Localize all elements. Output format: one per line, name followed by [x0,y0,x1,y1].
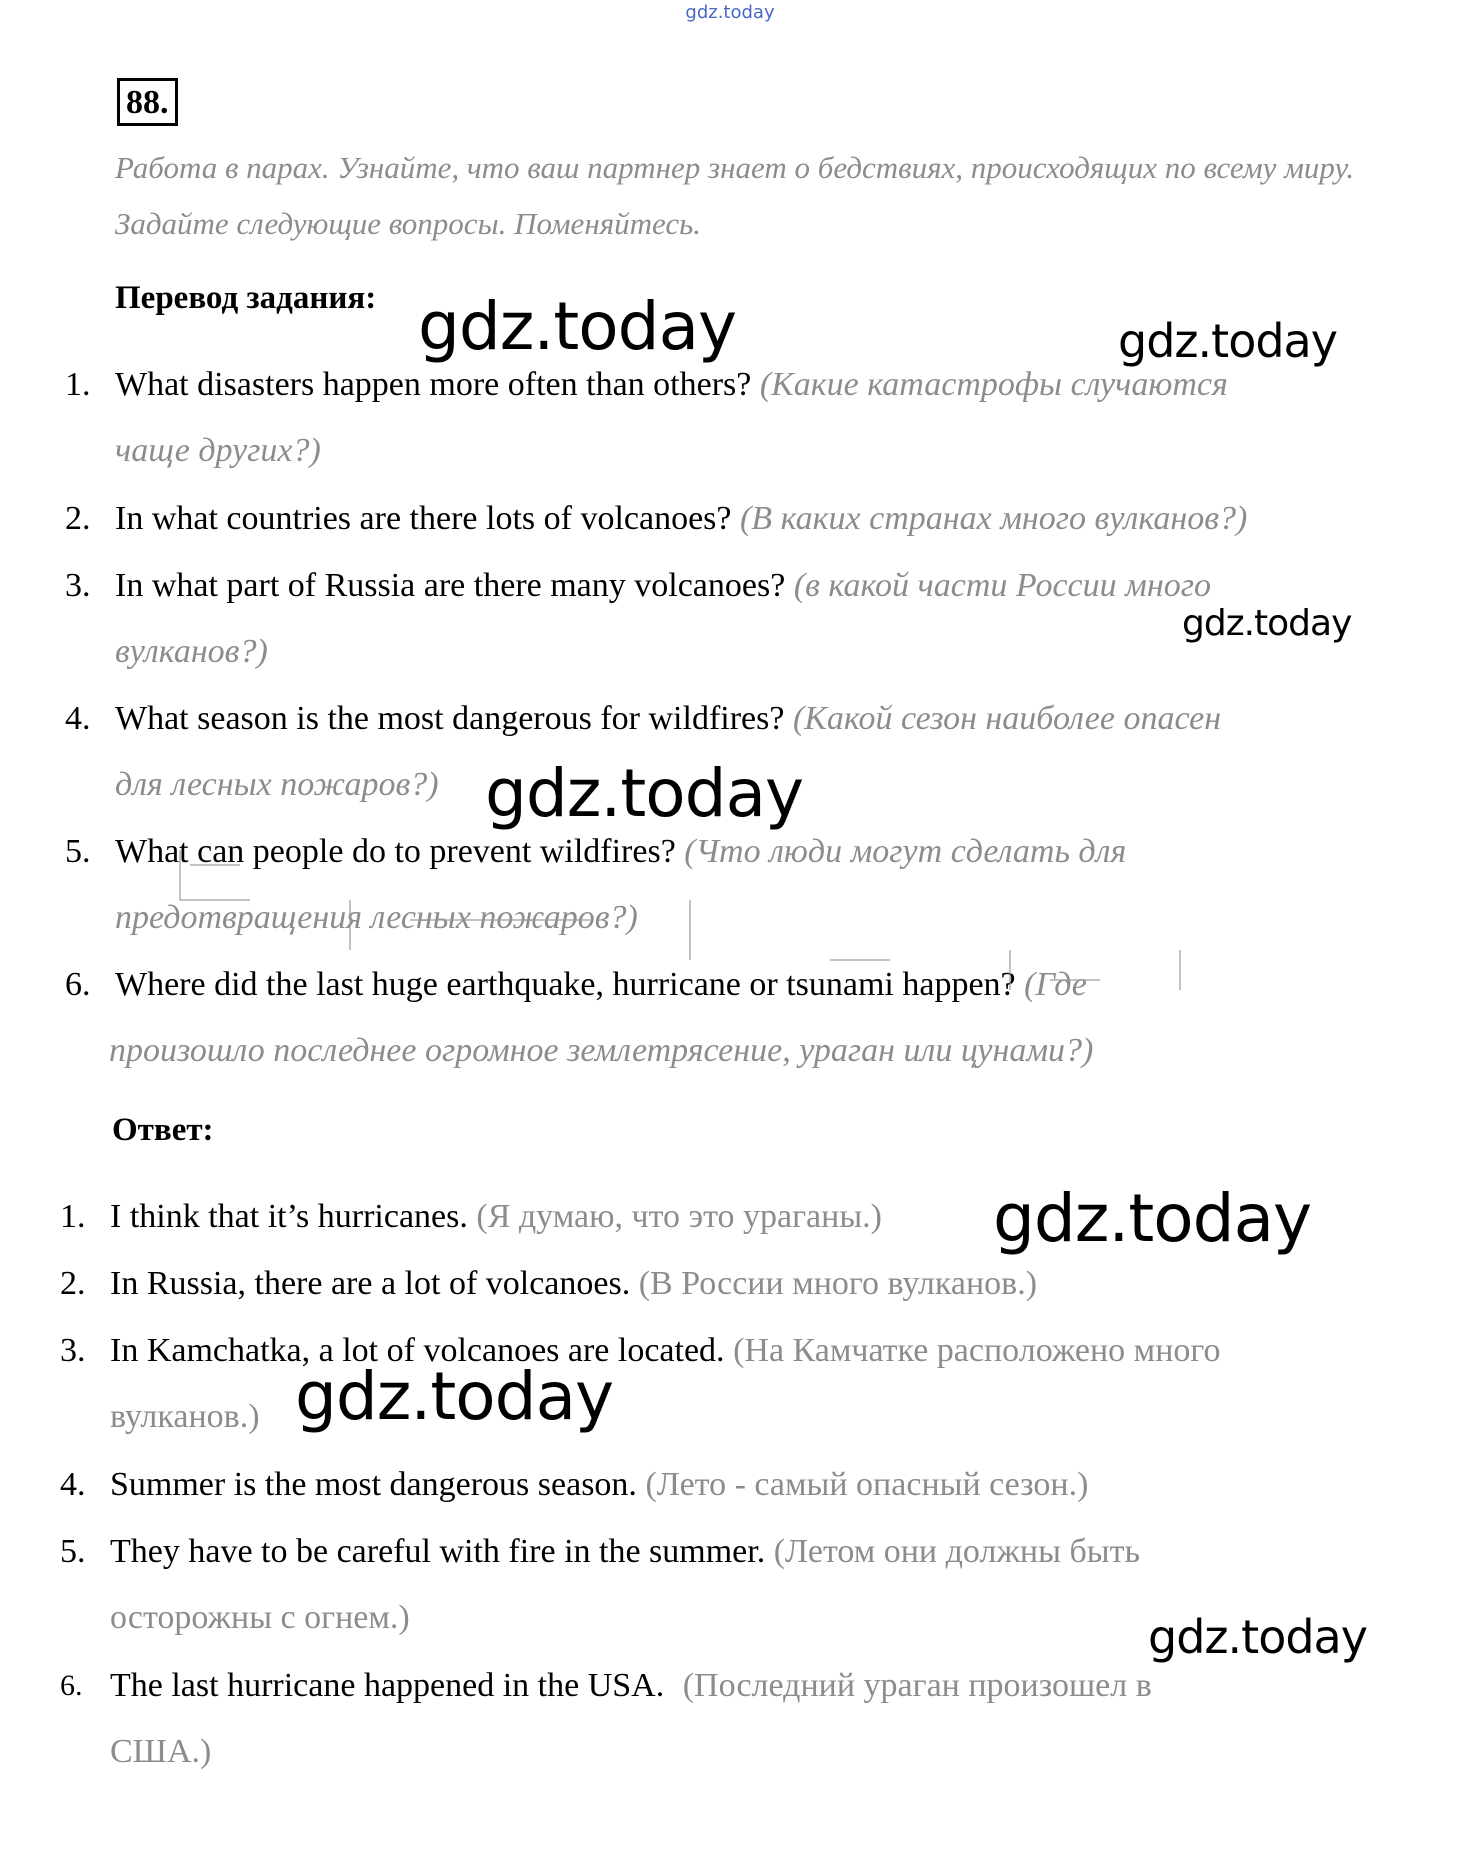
question-translation-cont: чаще других?) [115,432,321,469]
watermark: gdz.today [485,755,804,832]
answer-translation: (На Камчатке расположено много [733,1332,1221,1369]
question-text: In what part of Russia are there many volcanoes? [115,567,786,604]
answer-number: 4. [60,1466,86,1503]
question-number: 3. [65,567,91,604]
question-number: 6. [65,966,91,1003]
answer-translation: (Последний ураган произошел в [682,1667,1152,1704]
task-number: 88. [117,78,178,126]
question-translation: (в какой части России много [793,567,1211,604]
answer-number: 6. [60,1669,83,1702]
question-translation-cont: вулканов?) [115,633,268,670]
question-translation: (В каких странах много вулканов?) [739,500,1248,537]
answer-text: In Russia, there are a lot of volcanoes. [110,1265,631,1302]
watermark: gdz.today [418,288,737,365]
question-number: 2. [65,500,91,537]
question-translation-cont: для лесных пожаров?) [115,766,439,803]
answer-number: 1. [60,1198,86,1235]
watermark: gdz.today [295,1358,614,1435]
question-number: 4. [65,700,91,737]
question-number: 5. [65,833,91,870]
question-text: What season is the most dangerous for wildfires? [115,700,785,737]
answer-text: I think that it’s hurricanes. [110,1198,468,1235]
question-text: What can people do to prevent wildfires? [115,833,676,870]
answer-text: The last hurricane happened in the USA. [110,1667,665,1704]
task-instruction: Работа в парах. Узнайте, что ваш партнер знает о бедствиях, происходящих по всему миру. Задайте следующие вопросы. Поменяйтесь. [115,150,1355,241]
answer-item [60,1452,1440,1518]
question-text: What disasters happen more often than others? [115,366,752,403]
answer-number: 5. [60,1533,86,1570]
answer-item [60,1653,1440,1785]
question-number: 1. [65,366,91,403]
question-translation-cont: произошло последнее огромное землетрясение, ураган или цунами?) [109,1032,1094,1069]
answer-text: In Kamchatka, a lot of volcanoes are located. [110,1332,725,1369]
watermark: gdz.today [1148,1610,1367,1664]
answer-number: 3. [60,1332,86,1369]
question-item [65,486,1445,552]
question-translation: (Какой сезон наиболее опасен [792,700,1222,737]
answer-translation: (Лето - самый опасный сезон.) [645,1466,1089,1503]
translation-heading: Перевод задания: [115,280,377,316]
top-watermark: gdz.today [685,2,775,23]
watermark: gdz.today [1182,603,1352,644]
answer-translation: (В России много вулканов.) [638,1265,1038,1302]
answer-translation: (Я думаю, что это ураганы.) [476,1198,883,1235]
answer-text: They have to be careful with fire in the summer. [110,1533,766,1570]
question-translation-cont: предотвращения лесных пожаров?) [115,899,638,936]
question-translation: (Где [1024,966,1087,1003]
question-text: In what countries are there lots of volcanoes? [115,500,732,537]
question-text: Where did the last huge earthquake, hurricane or tsunami happen? [115,966,1016,1003]
answer-translation-cont: вулканов.) [110,1398,260,1435]
answer-item [60,1318,1440,1450]
answer-translation-cont: США.) [110,1733,212,1770]
question-translation: (Какие катастрофы случаются [759,366,1228,403]
answer-translation: (Летом они должны быть [773,1533,1140,1570]
question-item [65,352,1425,484]
answer-translation-cont: осторожны с огнем.) [110,1599,410,1636]
answer-item [60,1251,1440,1317]
watermark: gdz.today [993,1180,1312,1257]
scan-artifact-overlay [170,840,1220,1000]
question-translation: (Что люди могут сделать для [684,833,1127,870]
answer-heading: Ответ: [112,1112,214,1148]
answer-text: Summer is the most dangerous season. [110,1466,637,1503]
watermark: gdz.today [1118,314,1337,368]
answer-number: 2. [60,1265,86,1302]
